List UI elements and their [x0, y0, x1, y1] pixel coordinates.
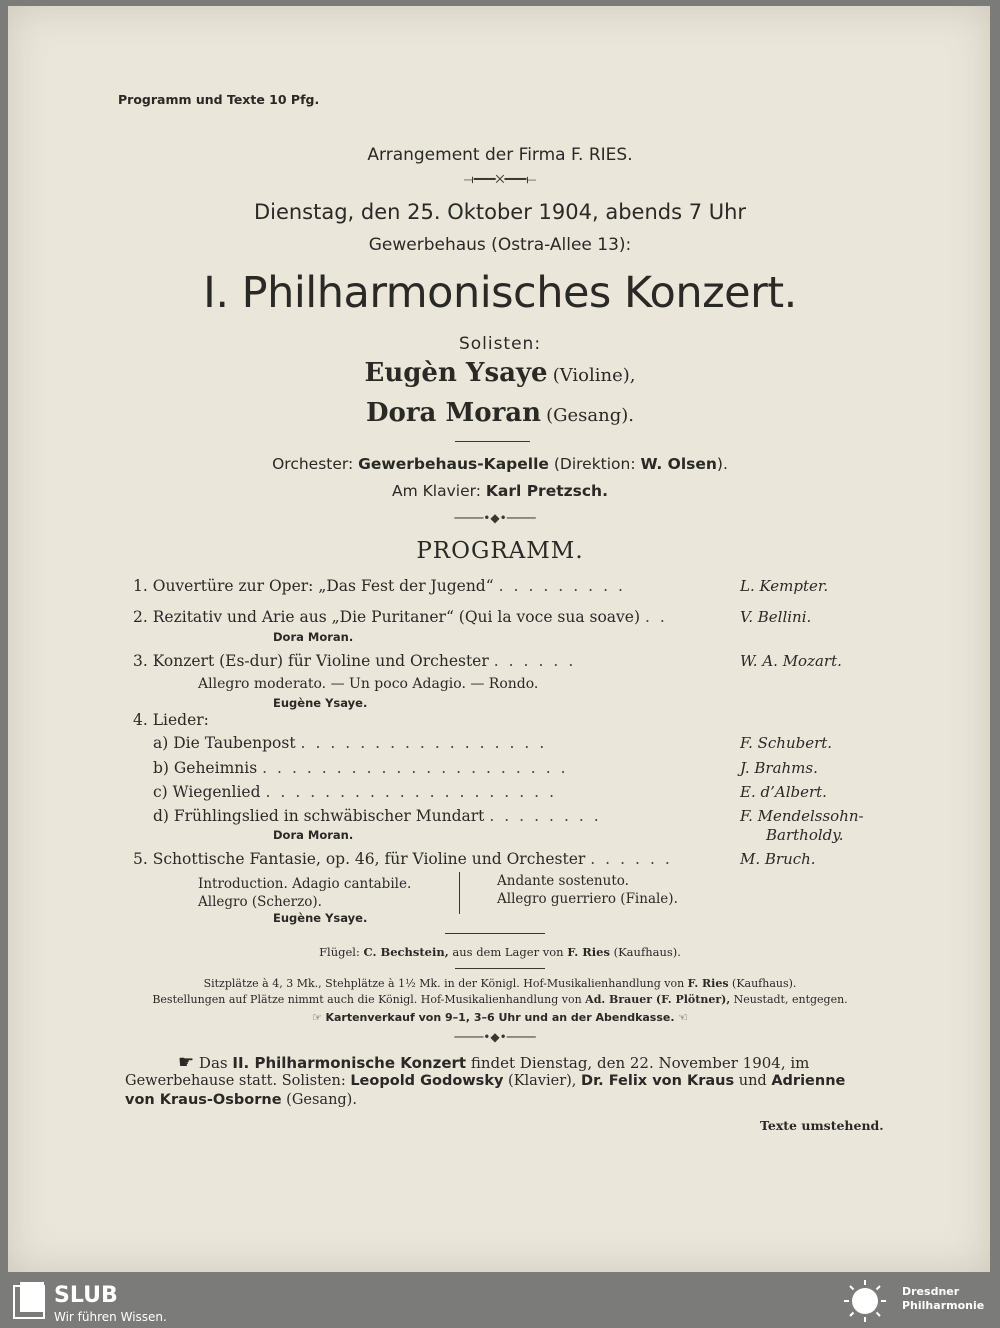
item-number: 1. [133, 577, 148, 595]
tickets-note [0, 1011, 1000, 1024]
concert-date: Dienstag, den 25. Oktober 1904, abends 7 Uhr [253, 200, 747, 224]
soloist-2-name: Dora Moran [365, 398, 542, 428]
orders-note [0, 993, 1000, 1006]
next-concert-title: II. Philharmonische Konzert [232, 1054, 467, 1072]
soloists-label: Solisten: [458, 334, 542, 354]
bruch-movement-4: Allegro guerriero (Finale). [497, 891, 678, 907]
piano-line [0, 482, 1000, 500]
seats-text: Sitzplätze à 4, 3 Mk., Stehplätze à 1½ Mk. in der Königl. Hof-Musikalienhandlung von [203, 977, 685, 990]
program-item-1 [133, 577, 633, 595]
texts-overleaf: Texte umstehend. [760, 1118, 884, 1133]
lied-title: c) Wiegenlied [153, 783, 261, 801]
composer-kempter: L. Kempter. [740, 577, 829, 595]
leader-dots: ...... [590, 850, 680, 868]
ornament-divider-3: ────•◆•──── [454, 1030, 536, 1044]
soloist-2 [0, 398, 1000, 428]
lied-title: a) Die Taubenpost [153, 734, 296, 752]
slub-tagline: Wir führen Wissen. [54, 1310, 167, 1324]
orders-post: Neustadt, entgegen. [733, 993, 848, 1006]
soloist-1 [0, 358, 1000, 388]
piano-label: Am Klavier: [392, 482, 481, 500]
footer-bar [0, 1272, 1000, 1328]
soloist-2-role: (Gesang). [546, 405, 635, 426]
item-number: 5. [133, 850, 148, 868]
piano-note-mid: aus dem Lager von [452, 945, 564, 959]
performer-dora-moran-1: Dora Moran. [273, 630, 354, 644]
slub-logo-icon[interactable] [12, 1282, 46, 1324]
bruch-movement-2: Allegro (Scherzo). [198, 894, 322, 910]
pointing-hand-right-icon: ☞ [312, 1011, 322, 1024]
next-soloist-1: Leopold Godowsky [350, 1073, 504, 1089]
philharmonie-line-2: Philharmonie [902, 1299, 985, 1312]
program-heading: PROGRAMM. [416, 538, 584, 564]
item-title: Ouvertüre zur Oper: „Das Fest der Jugend“ [152, 577, 494, 595]
composer-mendelssohn: F. Mendelssohn- [740, 807, 864, 825]
divider-rule-2 [445, 933, 545, 934]
concert-title: I. Philharmonisches Konzert. [203, 268, 797, 318]
composer-mozart: W. A. Mozart. [740, 652, 842, 670]
composer-brahms: J. Brahms. [740, 759, 818, 777]
pointing-hand-icon: ☛ [178, 1052, 195, 1073]
lied-d [153, 807, 609, 825]
performer-dora-moran-2: Dora Moran. [273, 828, 354, 842]
composer-dalbert: E. d’Albert. [740, 783, 827, 801]
direction-end: ). [716, 455, 728, 473]
program-item-5 [133, 850, 680, 868]
program-item-4 [133, 711, 209, 729]
next-date: findet Dienstag, den 22. November 1904, im [470, 1054, 810, 1072]
next-soloist-3b: von Kraus-Osborne [125, 1092, 282, 1108]
soloist-1-name: Eugèn Ysaye [364, 358, 548, 388]
next-concert-line-3 [125, 1092, 357, 1108]
lied-title: d) Frühlingslied in schwäbischer Mundart [153, 807, 485, 825]
slub-name[interactable]: SLUB [54, 1283, 118, 1308]
leader-dots: .. [644, 608, 675, 626]
orchestra-label: Orchester: [272, 455, 354, 473]
seats-firm: F. Ries [687, 977, 729, 990]
price-note: Programm und Texte 10 Pfg. [118, 92, 320, 107]
item-title: Lieder: [152, 711, 209, 729]
next-soloist-3: Adrienne [771, 1073, 846, 1089]
composer-bellini: V. Bellini. [740, 608, 812, 626]
next-soloist-2: Dr. Felix von Kraus [581, 1073, 735, 1089]
lied-a [153, 734, 554, 752]
leader-dots: ...... [493, 652, 584, 670]
next-text: (Gesang). [286, 1092, 357, 1108]
leader-dots: ................. [300, 734, 555, 752]
piano-note-pre: Flügel: [319, 945, 360, 959]
leader-dots: ......... [498, 577, 633, 595]
composer-bruch: M. Bruch. [740, 850, 816, 868]
ornament-divider-2: ────•◆•──── [454, 511, 536, 525]
soloist-1-role: (Violine), [552, 365, 636, 386]
item-title: Rezitativ und Arie aus „Die Puritaner“ (Qui la voce sua soave) [152, 608, 641, 626]
orders-firm: Ad. Brauer (F. Plötner), [585, 993, 731, 1006]
philharmonie-logo-icon[interactable] [842, 1278, 888, 1328]
lied-b [153, 759, 576, 777]
leader-dots: .................... [265, 783, 565, 801]
next-text: und [738, 1073, 767, 1089]
orchestra-name: Gewerbehaus-Kapelle [358, 455, 549, 473]
leader-dots: ..................... [262, 759, 576, 777]
bruch-movement-1: Introduction. Adagio cantabile. [198, 876, 412, 892]
next-text: Gewerbehause statt. Solisten: [125, 1073, 346, 1089]
piano-name: Karl Pretzsch. [485, 482, 608, 500]
next-text: Das [198, 1054, 228, 1072]
next-concert-line-2 [125, 1073, 845, 1089]
pointing-hand-left-icon: ☜ [678, 1011, 688, 1024]
divider-rule-1 [455, 441, 530, 442]
orders-text: Bestellungen auf Plätze nimmt auch die Königl. Hof-Musikalienhandlung von [152, 993, 582, 1006]
lied-c [153, 783, 564, 801]
item-title: Schottische Fantasie, op. 46, für Violine und Orchester [152, 850, 586, 868]
orchestra-line [0, 455, 1000, 473]
performer-ysaye-2: Eugène Ysaye. [273, 911, 368, 925]
arrangement-line: Arrangement der Firma F. RIES. [367, 145, 633, 165]
composer-schubert: F. Schubert. [740, 734, 833, 752]
leader-dots: ........ [489, 807, 609, 825]
composer-mendelssohn-2: Bartholdy. [766, 826, 844, 844]
lied-title: b) Geheimnis [153, 759, 258, 777]
item-number: 4. [133, 711, 148, 729]
direction-name: W. Olsen [640, 455, 717, 473]
mozart-movements: Allegro moderato. — Un poco Adagio. — Rondo. [198, 676, 539, 692]
piano-note [0, 945, 1000, 959]
next-text: (Klavier), [508, 1073, 577, 1089]
item-title: Konzert (Es-dur) für Violine und Orchester [152, 652, 489, 670]
movements-column-divider [459, 872, 460, 914]
item-number: 3. [133, 652, 148, 670]
concert-venue: Gewerbehaus (Ostra-Allee 13): [368, 235, 632, 255]
next-concert-line-1 [178, 1052, 809, 1073]
piano-brand: C. Bechstein, [363, 945, 449, 959]
bruch-movement-3: Andante sostenuto. [497, 873, 629, 889]
tickets-text: Kartenverkauf von 9–1, 3–6 Uhr und an der Abendkasse. [325, 1011, 675, 1024]
ornament-divider-1: ⟞━━━✕━━━⟝ [463, 172, 537, 186]
program-item-3 [133, 652, 583, 670]
performer-ysaye-1: Eugène Ysaye. [273, 696, 368, 710]
piano-firm: F. Ries [567, 945, 610, 959]
piano-note-post: (Kaufhaus). [613, 945, 681, 959]
divider-rule-3 [455, 968, 545, 969]
item-number: 2. [133, 608, 148, 626]
program-item-2 [133, 608, 675, 626]
direction-label: (Direktion: [553, 455, 636, 473]
seats-post: (Kaufhaus). [732, 977, 797, 990]
philharmonie-line-1: Dresdner [902, 1285, 960, 1298]
seats-note [0, 977, 1000, 990]
